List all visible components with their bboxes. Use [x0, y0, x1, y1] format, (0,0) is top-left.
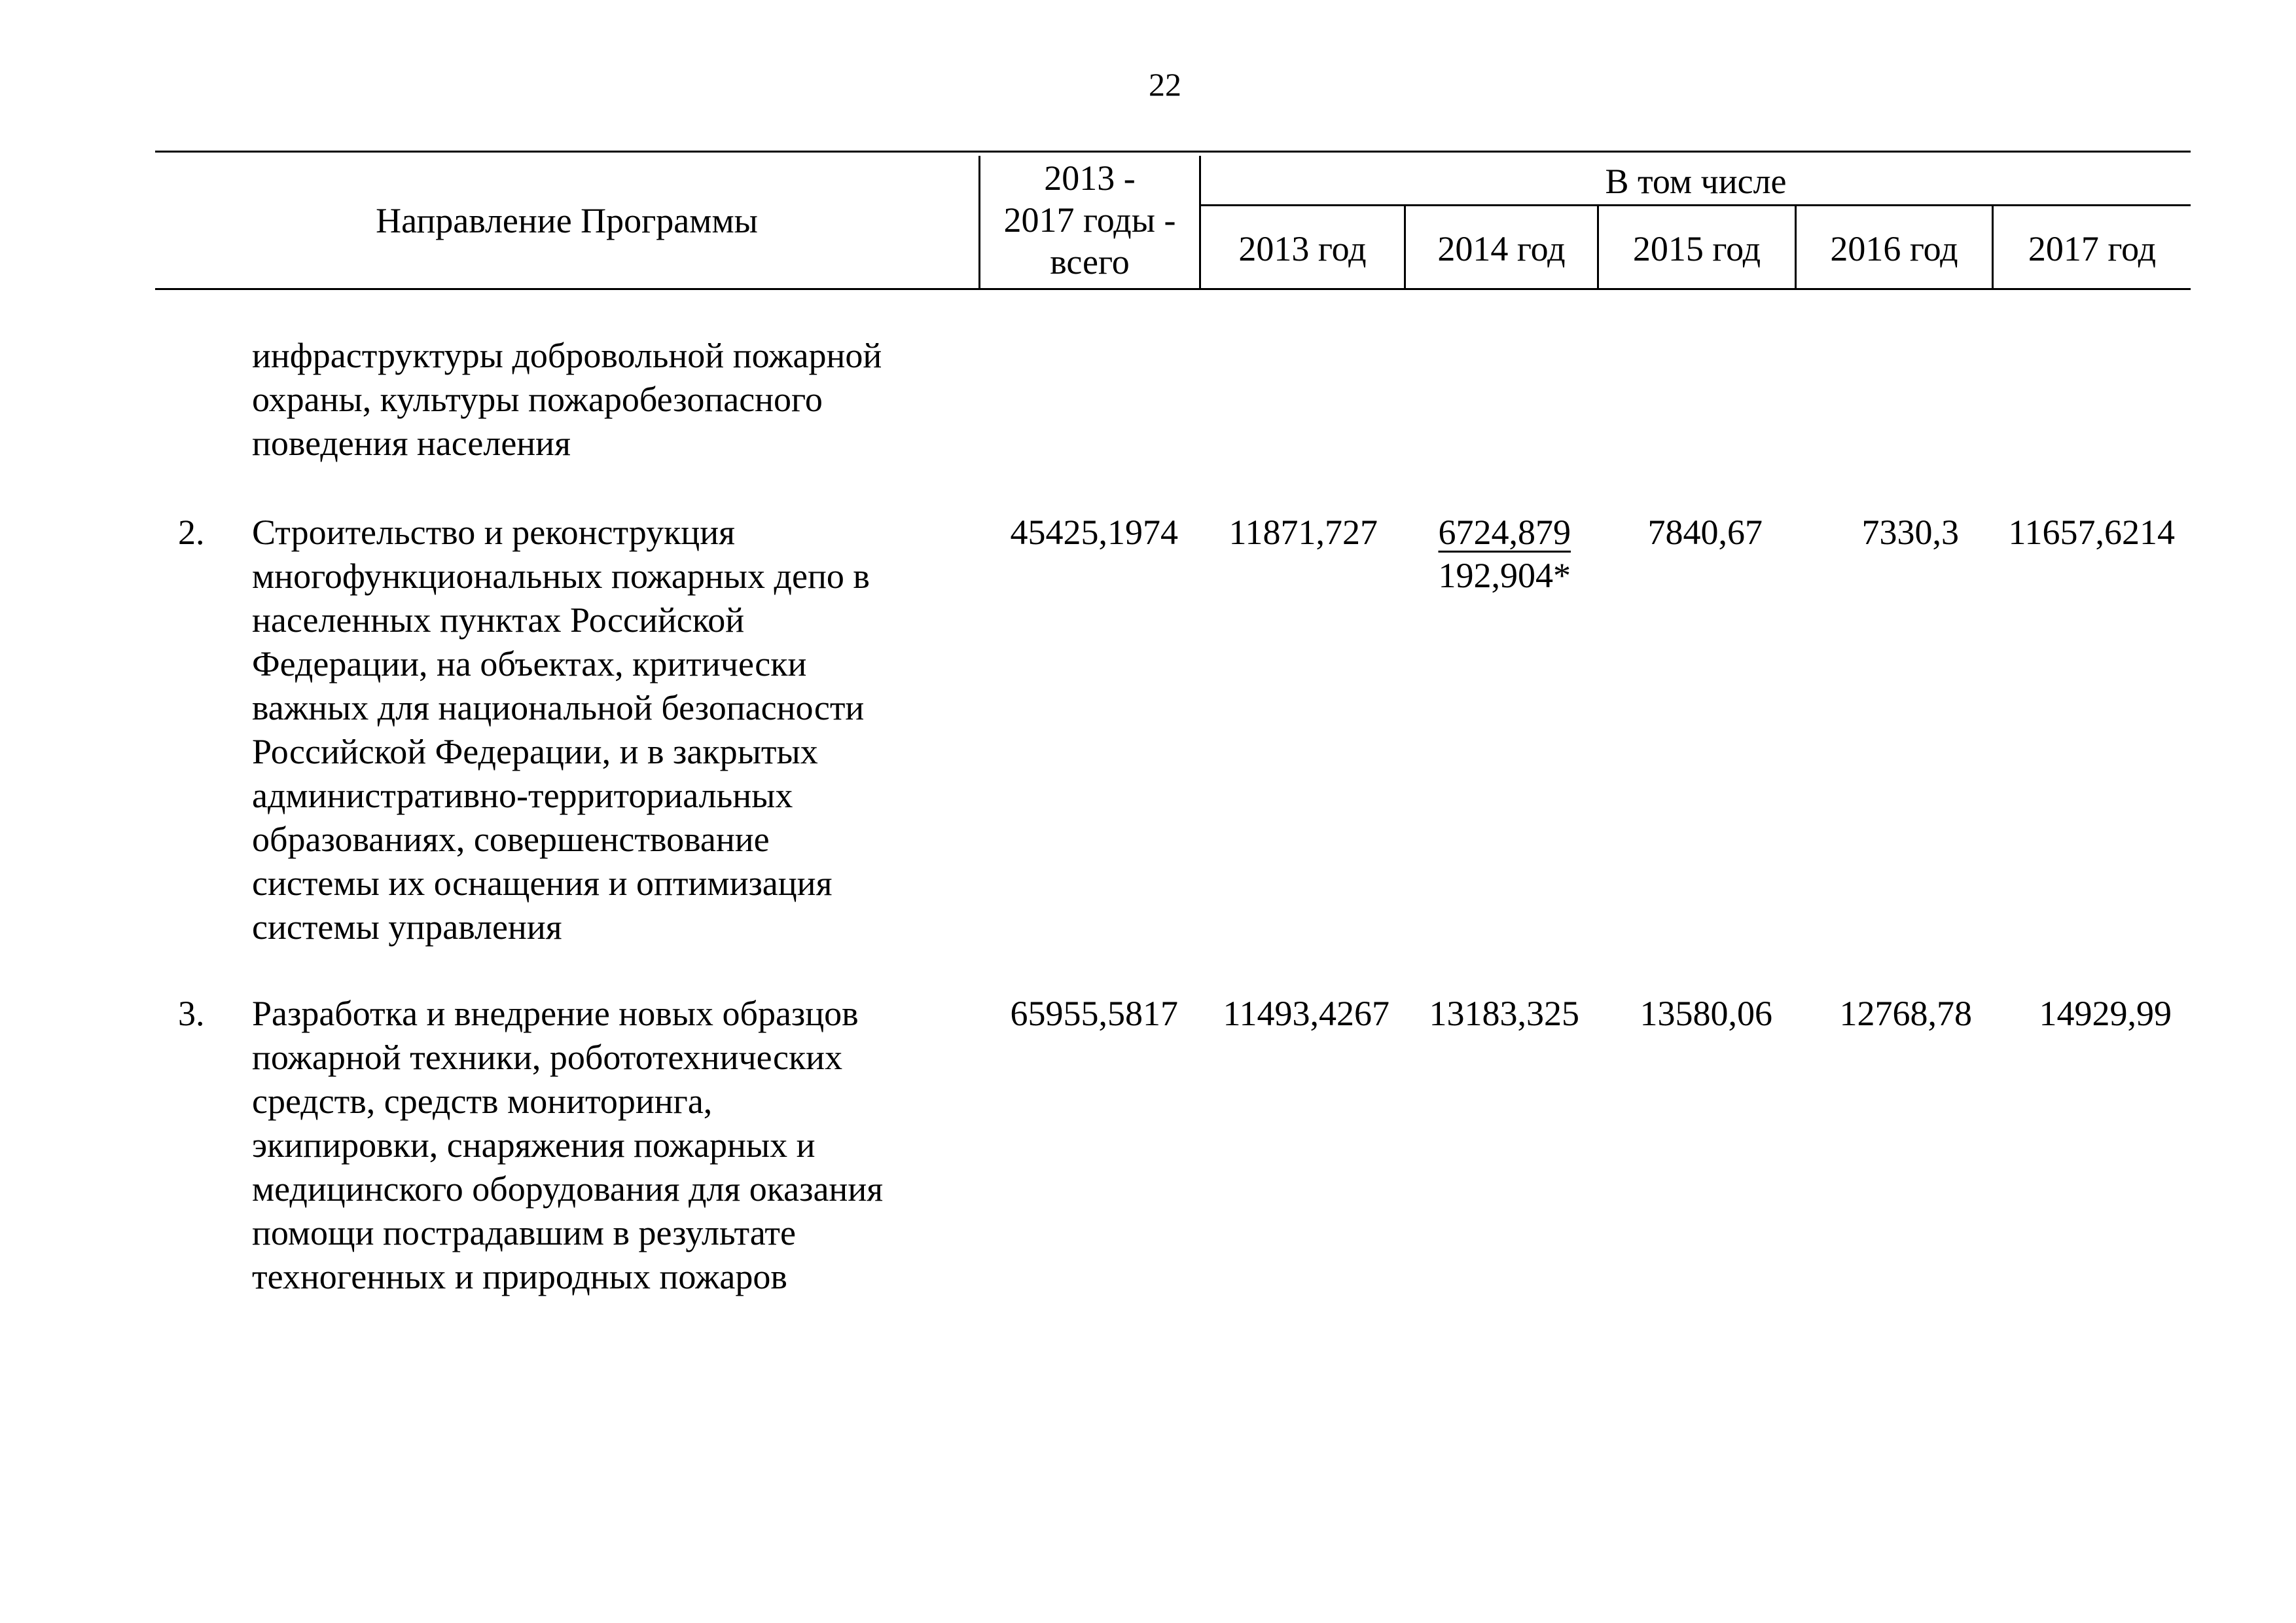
value-2013: 11493,4267 — [1223, 994, 1390, 1033]
value-2014: 13183,325 — [1429, 994, 1579, 1033]
header-year-2015: 2015 год — [1632, 229, 1761, 268]
value-2014-note: 192,904* — [1438, 556, 1571, 595]
value-total: 45425,1974 — [1010, 513, 1178, 552]
header-year-2017: 2017 год — [2028, 229, 2157, 268]
header-total — [980, 157, 1199, 283]
header-year-2016: 2016 год — [1830, 229, 1958, 268]
header-bottom-rule — [155, 288, 2191, 290]
value-2017: 14929,99 — [2039, 994, 2172, 1033]
value-2015: 7840,67 — [1647, 513, 1763, 552]
header-subgroup-rule — [1199, 204, 2191, 206]
value-2015: 13580,06 — [1640, 994, 1772, 1033]
header-total-line3: всего — [1050, 242, 1130, 282]
header-total-line1: 2013 - — [1044, 158, 1136, 198]
value-2017: 11657,6214 — [2008, 513, 2175, 552]
row-text: инфраструктуры добровольной пожарной охраны, культуры пожаробезопасного поведения населения — [252, 336, 882, 463]
page-number: 22 — [1149, 66, 1181, 103]
header-year-2014: 2014 год — [1437, 229, 1566, 268]
row-number: 2. — [178, 513, 205, 552]
header-direction: Направление Программы — [376, 201, 758, 240]
row-text: Строительство и реконструкция многофункциональных пожарных депо в населенных пунктах Российской Федерации, на объектах, критически важных для национальной безопасности Российской Федерации, и в закрытых административно-территориальных образованиях, совершенствование системы их оснащения и оптимизация системы управления — [252, 513, 870, 947]
header-including: В том числе — [1605, 162, 1787, 201]
value-2016: 12768,78 — [1839, 994, 1972, 1033]
row-number: 3. — [178, 994, 205, 1033]
value-total: 65955,5817 — [1010, 994, 1178, 1033]
header-top-rule — [155, 151, 2191, 153]
value-2014: 6724,879 — [1438, 513, 1571, 552]
value-2013: 11871,727 — [1229, 513, 1378, 552]
header-year-2013: 2013 год — [1238, 229, 1367, 268]
header-total-line2: 2017 годы - — [1003, 200, 1176, 240]
value-2016: 7330,3 — [1861, 513, 1959, 552]
row-text: Разработка и внедрение новых образцов пожарной техники, робототехнических средств, средств мониторинга, экипировки, снаряжения пожарных и медицинского оборудования для оказания помощи пострадавшим в результате техногенных и природных пожаров — [252, 994, 884, 1296]
